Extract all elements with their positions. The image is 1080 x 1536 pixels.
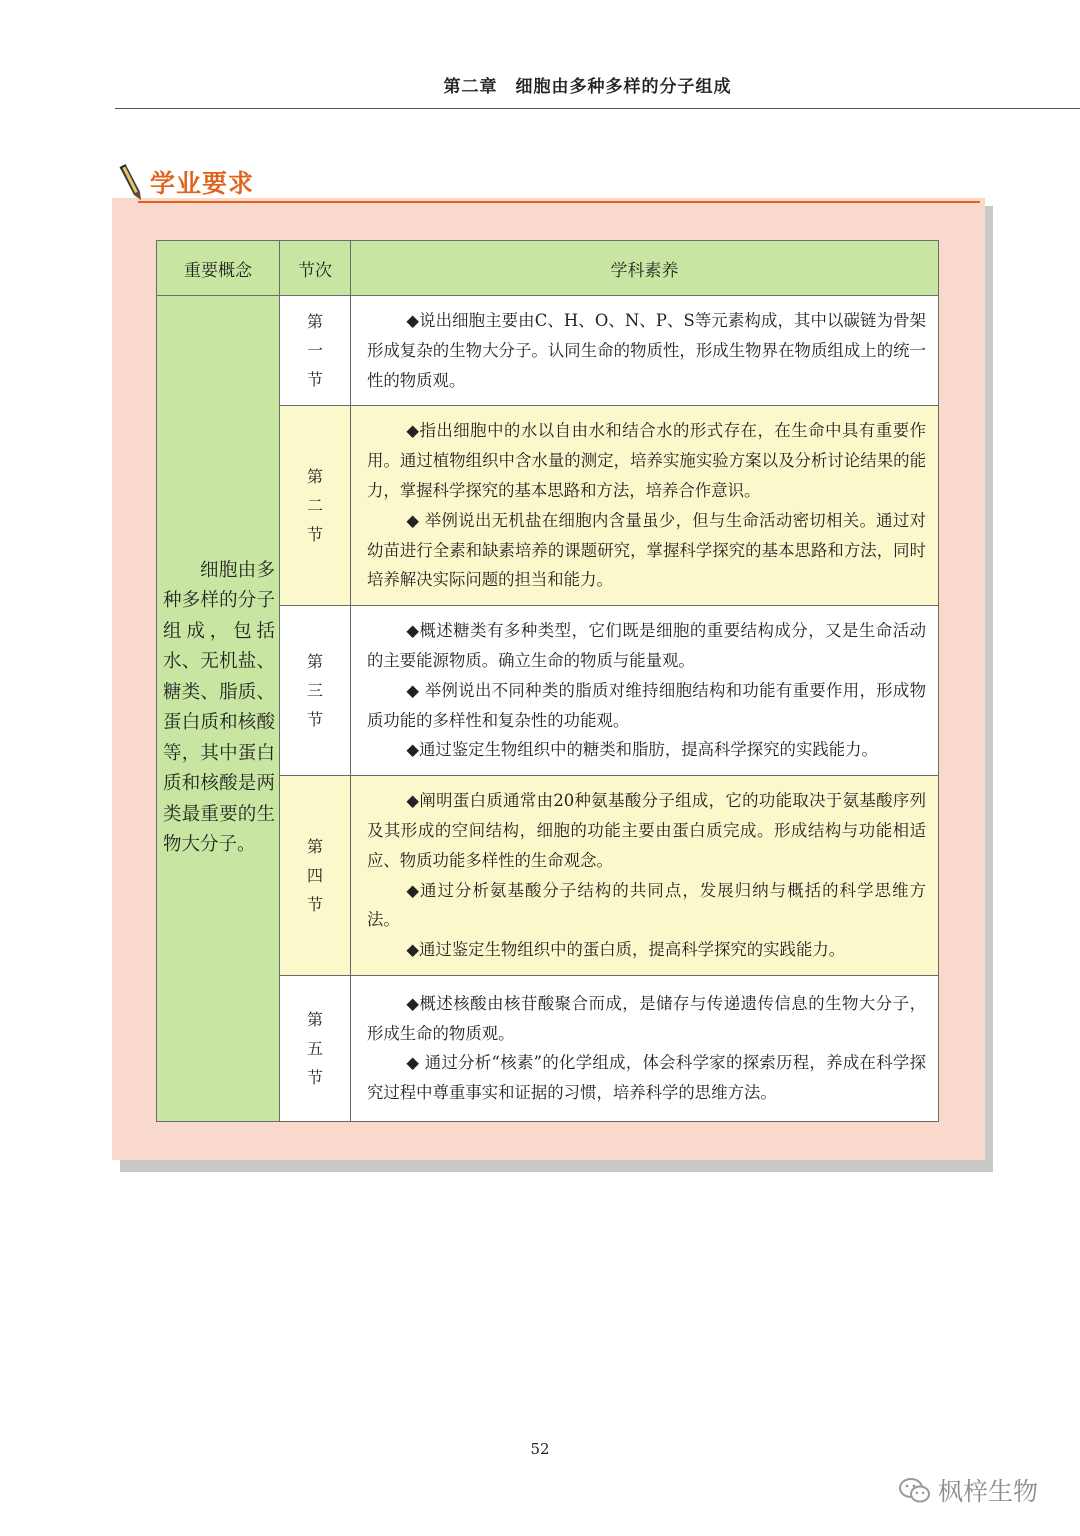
section-cell-1 bbox=[280, 296, 351, 406]
header-literacy: 学科素养 bbox=[351, 241, 939, 296]
section-char: 节 bbox=[306, 1067, 323, 1087]
content-cell-1 bbox=[351, 296, 939, 406]
section-title: 学业要求 bbox=[150, 169, 255, 198]
section-cell-3 bbox=[280, 606, 351, 776]
section-char: 节 bbox=[306, 370, 323, 390]
section-char: 三 bbox=[306, 681, 323, 701]
requirement-item: ◆概述核酸由核苷酸聚合而成，是储存与传递遗传信息的生物大分子，形成生命的物质观。 bbox=[367, 993, 926, 1043]
content-cell-4 bbox=[351, 776, 939, 976]
requirement-item: ◆ 举例说出无机盐在细胞内含量虽少，但与生命活动密切相关。通过对幼苗进行全素和缺素培养的课题研究，掌握科学探究的基本思路和方法，同时培养解决实际问题的担当和能力。 bbox=[367, 510, 926, 590]
table-header-row bbox=[157, 241, 939, 296]
section-char: 节 bbox=[306, 895, 323, 915]
pencil-icon bbox=[118, 164, 144, 202]
section-char: 第 bbox=[306, 467, 323, 487]
requirement-item: ◆ 举例说出不同种类的脂质对维持细胞结构和功能有重要作用，形成物质功能的多样性和复杂性的功能观。 bbox=[367, 680, 926, 730]
section-char: 四 bbox=[306, 866, 323, 886]
table-row bbox=[157, 296, 939, 406]
requirement-item: ◆概述糖类有多种类型，它们既是细胞的重要结构成分，又是生命活动的主要能源物质。确立生命的物质与能量观。 bbox=[367, 621, 926, 670]
title-underline bbox=[138, 201, 980, 203]
section-cell-4 bbox=[280, 776, 351, 976]
concept-cell: 细胞由多种多样的分子组成，包括水、无机盐、糖类、脂质、蛋白质和核酸等，其中蛋白质和核酸是两类最重要的生物大分子。 bbox=[157, 296, 280, 1122]
page-number: 52 bbox=[530, 1440, 550, 1458]
content-cell-3 bbox=[351, 606, 939, 776]
section-heading bbox=[118, 162, 978, 202]
section-char: 第 bbox=[306, 1009, 323, 1029]
requirement-item: ◆ 通过分析“核素”的化学组成，体会科学家的探索历程，养成在科学探究过程中尊重事实和证据的习惯，培养科学的思维方法。 bbox=[367, 1053, 926, 1103]
section-char: 第 bbox=[306, 312, 323, 332]
wechat-icon bbox=[898, 1476, 932, 1506]
section-char: 第 bbox=[306, 652, 323, 672]
requirement-item: ◆指出细胞中的水以自由水和结合水的形式存在，在生命中具有重要作用。通过植物组织中含水量的测定，培养实施实验方案以及分析讨论结果的能力，掌握科学探究的基本思路和方法，培养合作意识。 bbox=[367, 421, 926, 500]
section-char: 节 bbox=[306, 525, 323, 545]
requirement-item: ◆通过分析氨基酸分子结构的共同点，发展归纳与概括的科学思维方法。 bbox=[367, 880, 926, 930]
section-char: 五 bbox=[306, 1038, 323, 1058]
section-char: 一 bbox=[306, 341, 323, 361]
requirement-item: ◆通过鉴定生物组织中的糖类和脂肪，提高科学探究的实践能力。 bbox=[406, 740, 878, 760]
requirements-table bbox=[156, 240, 939, 1122]
requirement-item: ◆阐明蛋白质通常由20种氨基酸分子组成，它的功能取决于氨基酸序列及其形成的空间结构，细胞的功能主要由蛋白质完成。形成结构与功能相适应、物质功能多样性的生命观念。 bbox=[367, 791, 926, 870]
watermark-text: 枫梓生物 bbox=[938, 1477, 1039, 1506]
header-section: 节次 bbox=[280, 241, 351, 296]
section-char: 节 bbox=[306, 710, 323, 730]
chapter-header bbox=[115, 72, 1080, 109]
section-cell-2 bbox=[280, 406, 351, 606]
header-concept: 重要概念 bbox=[157, 241, 280, 296]
content-cell-2 bbox=[351, 406, 939, 606]
chapter-title: 第二章 细胞由多种多样的分子组成 bbox=[443, 77, 732, 97]
section-char: 第 bbox=[306, 837, 323, 857]
section-cell-5 bbox=[280, 975, 351, 1121]
section-char: 二 bbox=[306, 496, 323, 516]
requirement-item: ◆通过鉴定生物组织中的蛋白质，提高科学探究的实践能力。 bbox=[406, 940, 846, 960]
requirement-item: ◆说出细胞主要由C、H、O、N、P、S等元素构成，其中以碳链为骨架形成复杂的生物大分子。认同生命的物质性，形成生物界在物质组成上的统一性的物质观。 bbox=[367, 311, 926, 390]
content-cell-5 bbox=[351, 975, 939, 1121]
